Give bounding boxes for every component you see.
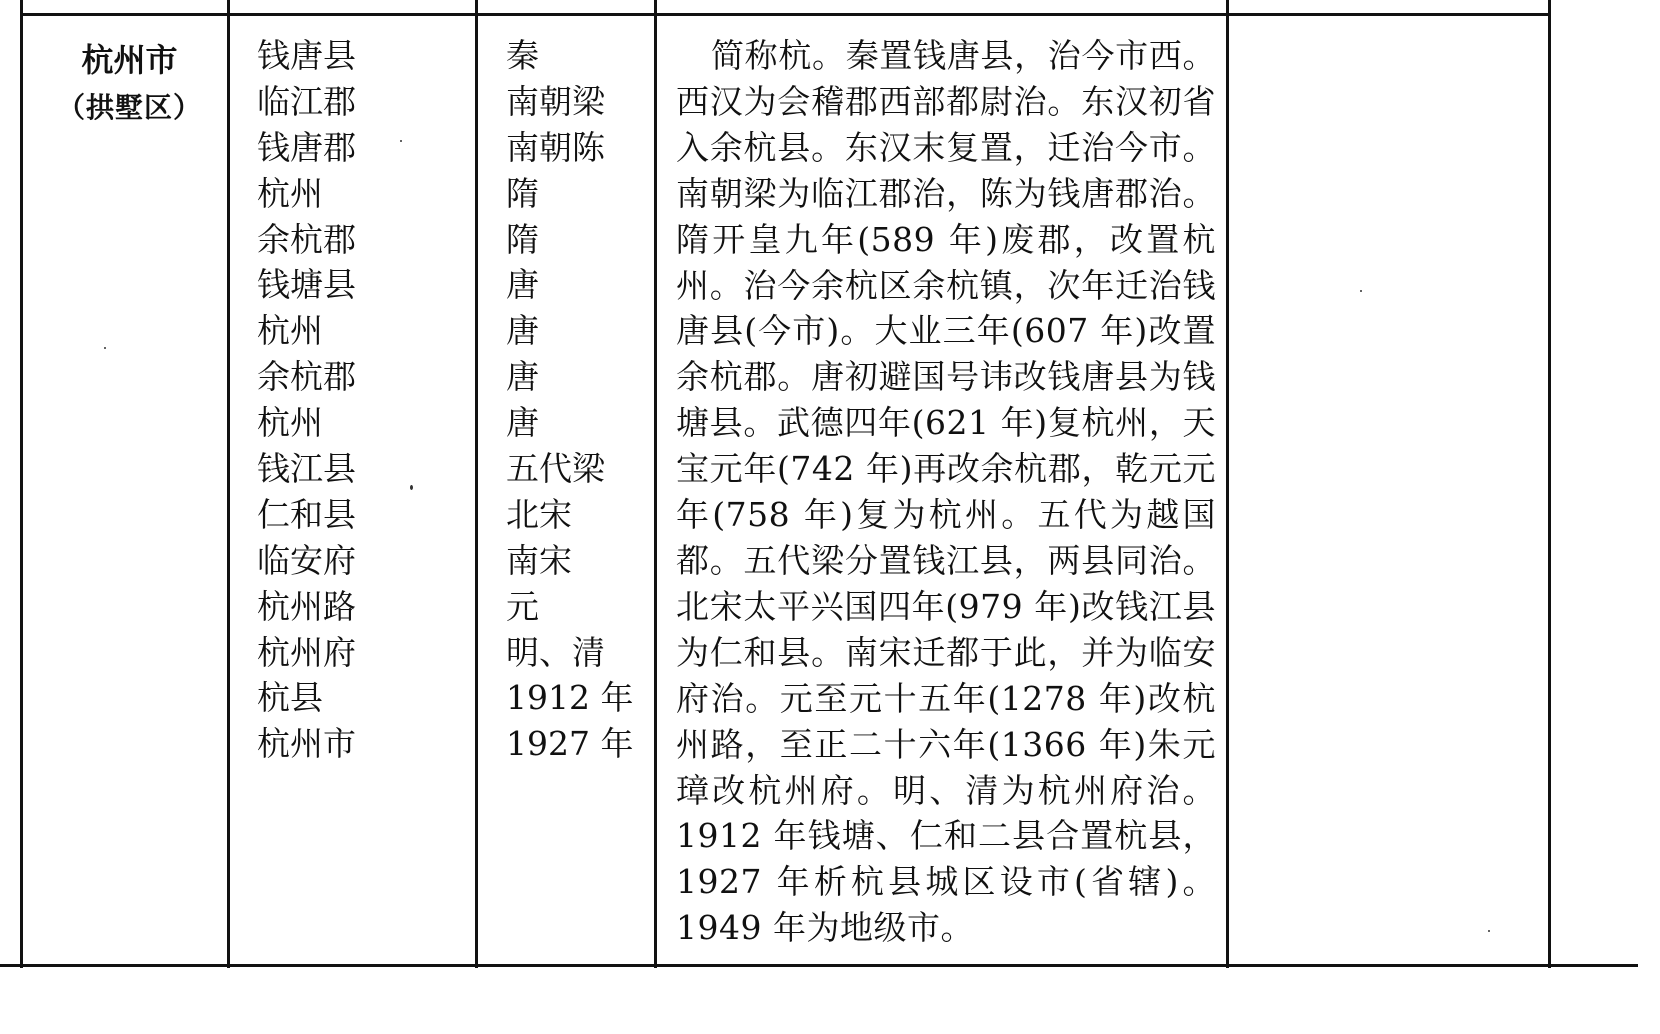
historical-name: 临江郡 — [257, 81, 356, 121]
row-border-bottom — [0, 964, 1638, 967]
historical-name: 仁和县 — [257, 494, 356, 534]
place-district: （拱墅区） — [56, 91, 202, 124]
dynasty: 南朝梁 — [506, 81, 605, 121]
place-cell — [32, 36, 227, 132]
dynasty: 秦 — [506, 36, 539, 75]
scan-speck — [400, 140, 402, 142]
scan-speck — [104, 347, 106, 349]
dynasty: 1912 年 — [506, 678, 634, 718]
historical-name: 钱塘县 — [257, 265, 356, 305]
column-border-4 — [1226, 0, 1229, 968]
column-border-left — [20, 0, 23, 968]
historical-name: 杭州市 — [257, 724, 356, 764]
column-border-right — [1548, 0, 1551, 968]
historical-name: 杭州路 — [257, 586, 356, 626]
dynasty-cell — [506, 33, 656, 767]
dynasty: 北宋 — [506, 494, 572, 534]
dynasty: 明、清 — [506, 632, 605, 672]
historical-name: 钱唐县 — [257, 36, 356, 75]
dynasty: 唐 — [506, 403, 539, 443]
historical-name: 杭州 — [257, 311, 323, 351]
scan-speck — [1360, 290, 1362, 292]
dynasty: 1927 年 — [506, 724, 634, 764]
historical-name: 杭县 — [257, 678, 323, 718]
description-cell: 简称杭。秦置钱唐县，治今市西。西汉为会稽郡西部都尉治。东汉初省入余杭县。东汉末复置，迁治今市。南朝梁为临江郡治，陈为钱唐郡治。隋开皇九年(589 年)废郡，改置杭州。治今余杭区余杭镇，次年迁治钱唐县(今市)。大业三年(607 年)改置余杭郡。唐初避国号讳改钱唐县为钱塘县。武德四年(621 年)复杭州，天宝元年(742 年)再改余杭郡，乾元元年(758 年)复为杭州。五代为越国都。五代梁分置钱江县，两县同治。北宋太平兴国四年(979 年)改钱江县为仁和县。南宋迁都于此，并为临安府治。元至元十五年(1278 年)改杭州路，至正二十六年(1366 年)朱元璋改杭州府。明、清为杭州府治。1912 年钱塘、仁和二县合置杭县，1927 年析杭县城区设市(省辖)。1949 年为地级市。 — [676, 36, 1216, 948]
historical-name: 杭州府 — [257, 632, 356, 672]
column-border-1 — [227, 0, 230, 968]
scan-speck — [410, 485, 413, 490]
dynasty: 隋 — [506, 219, 539, 259]
historical-name: 杭州 — [257, 173, 323, 213]
place-name: 杭州市 — [81, 41, 178, 79]
historical-name: 钱江县 — [257, 449, 356, 489]
dynasty: 唐 — [506, 311, 539, 351]
row-border-top — [22, 13, 1551, 16]
historical-names-cell — [257, 33, 477, 767]
dynasty: 元 — [506, 586, 539, 626]
dynasty: 唐 — [506, 357, 539, 397]
dynasty: 隋 — [506, 173, 539, 213]
dynasty: 南朝陈 — [506, 127, 605, 167]
dynasty: 南宋 — [506, 540, 572, 580]
dynasty: 唐 — [506, 265, 539, 305]
scan-speck — [1488, 930, 1490, 932]
historical-name: 杭州 — [257, 403, 323, 443]
historical-name: 余杭郡 — [257, 219, 356, 259]
dynasty: 五代梁 — [506, 449, 605, 489]
historical-name: 钱唐郡 — [257, 127, 356, 167]
historical-name: 余杭郡 — [257, 357, 356, 397]
historical-name: 临安府 — [257, 540, 356, 580]
